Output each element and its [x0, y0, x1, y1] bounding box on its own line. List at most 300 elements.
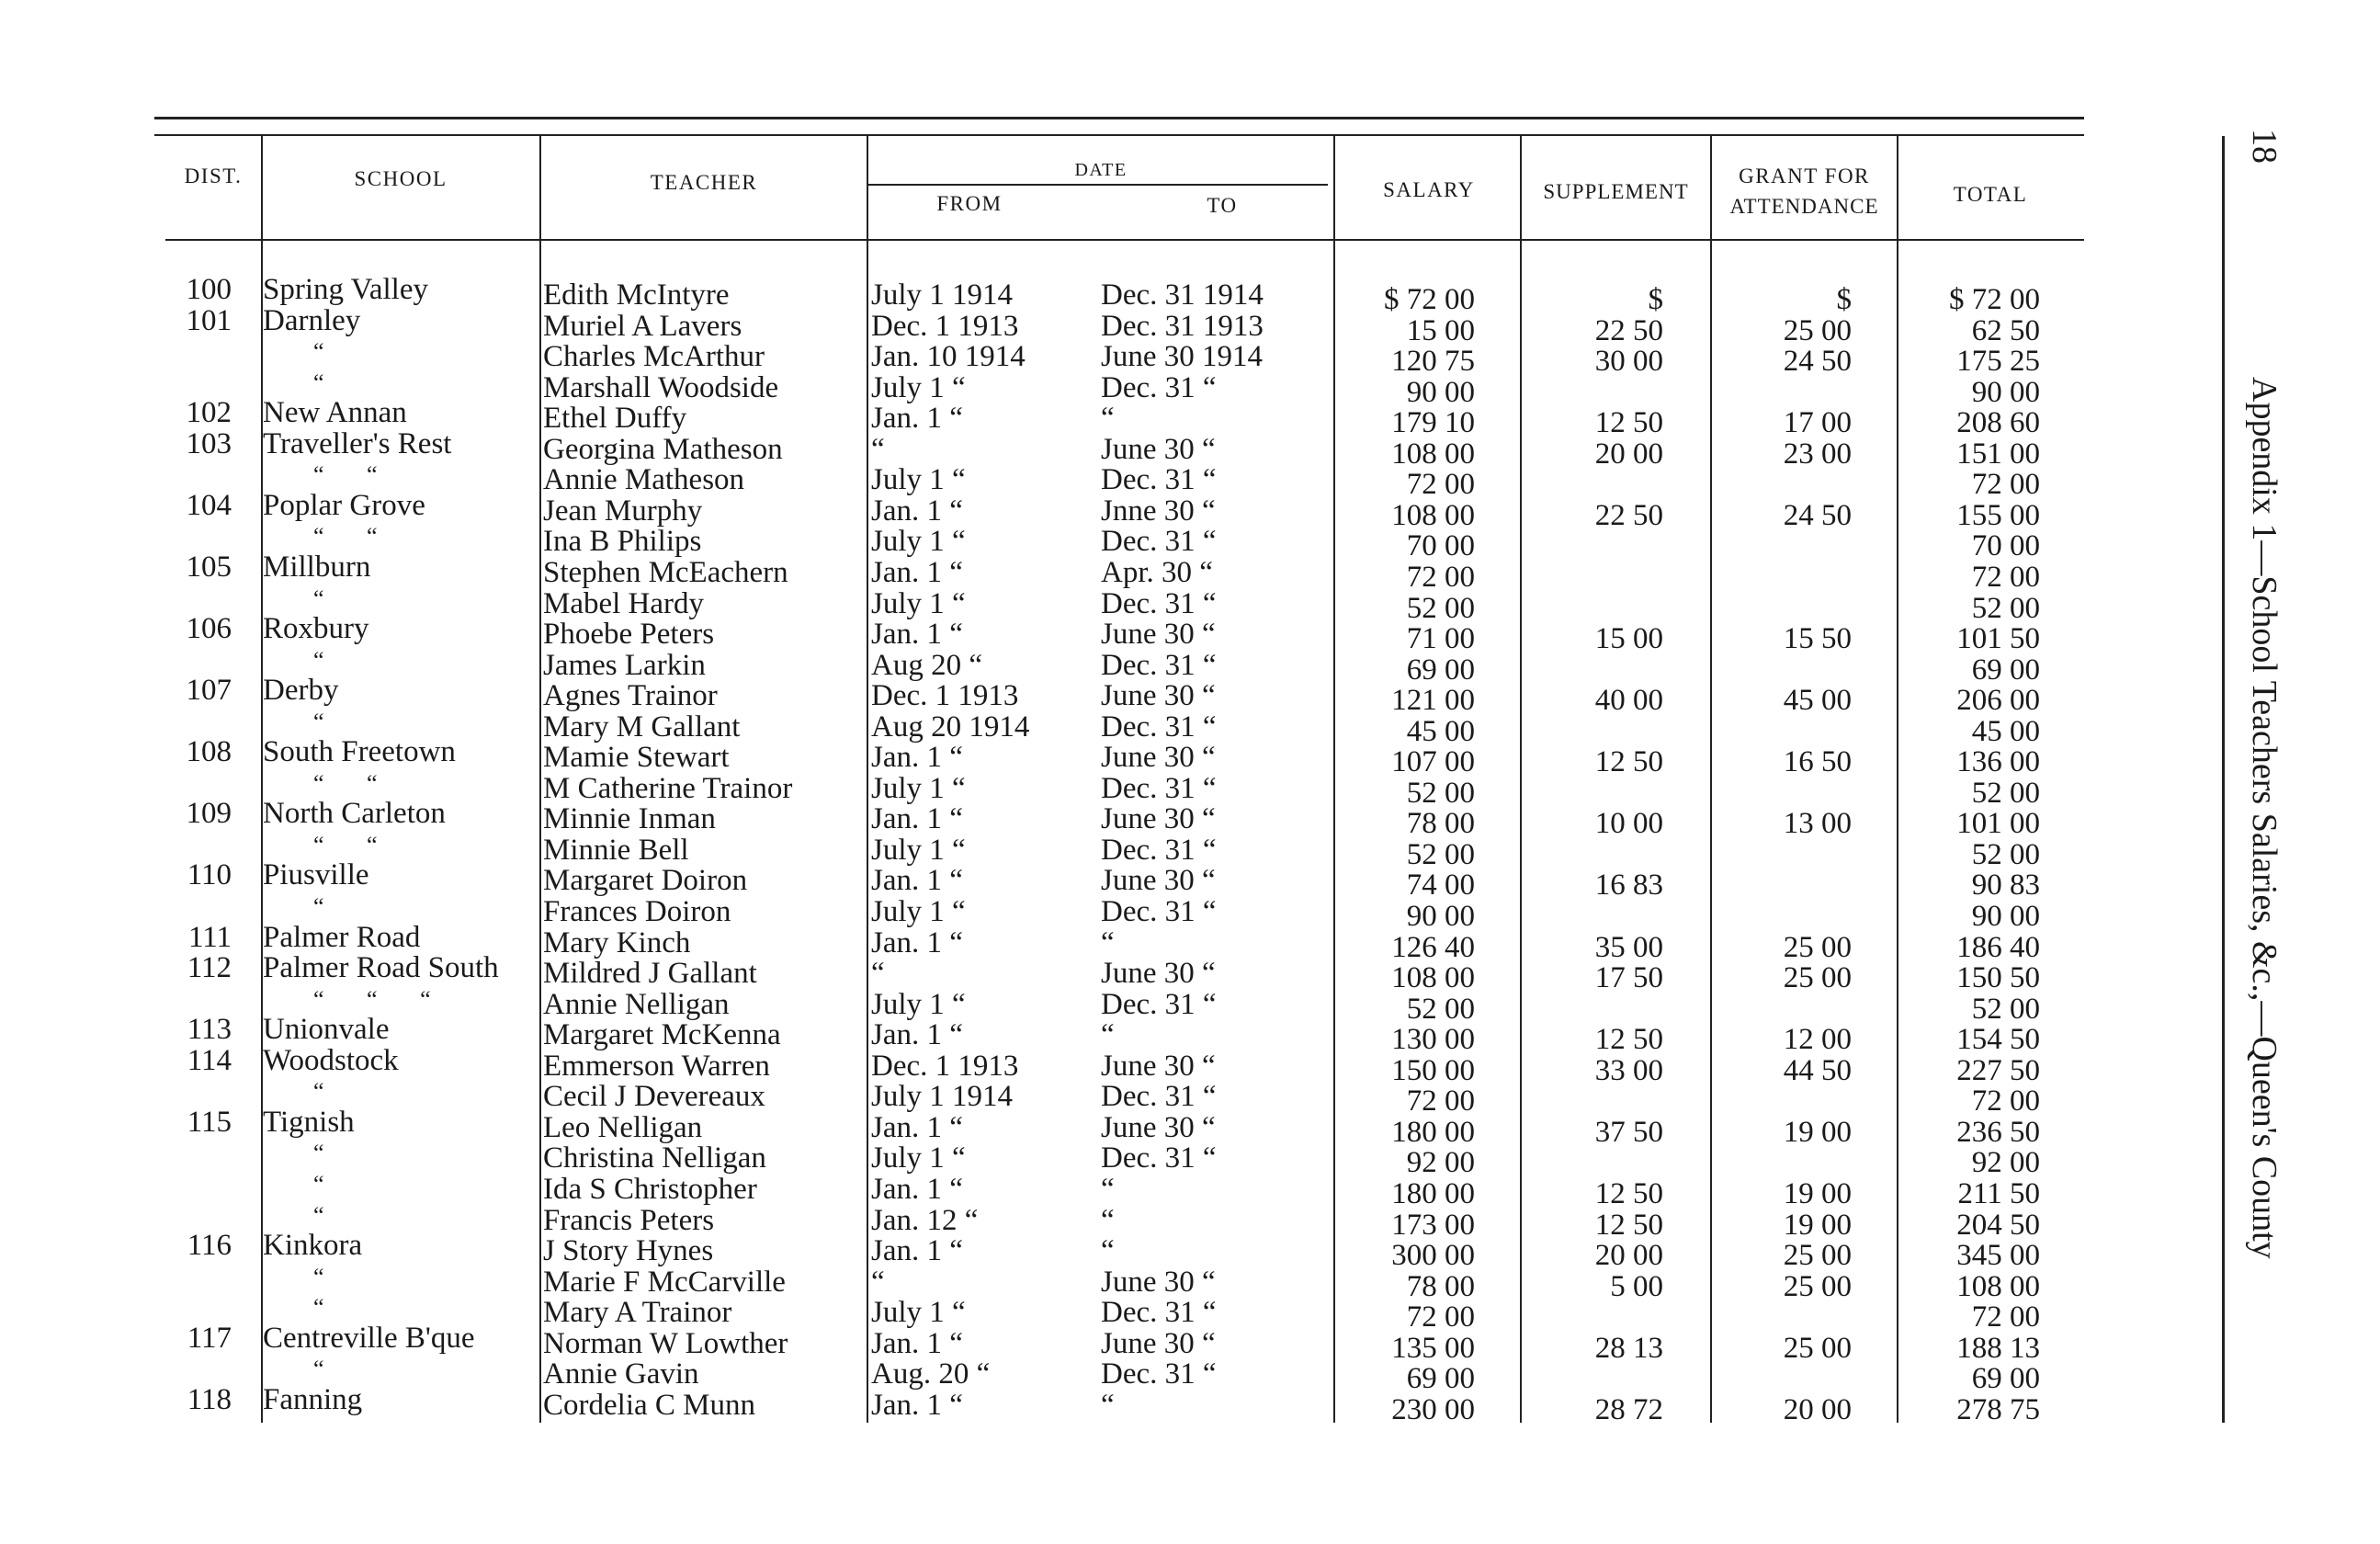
cell-from: Jan. 1 “ — [871, 402, 963, 436]
cell-salary: 179 10 — [1391, 406, 1475, 440]
cell-total: 52 00 — [1971, 992, 2040, 1026]
cell-from: “ — [871, 1265, 885, 1299]
cell-dist: 100 — [186, 273, 232, 306]
cell-to: June 30 “ — [1101, 1265, 1216, 1299]
cell-school: Spring Valley — [263, 273, 428, 306]
cell-from: Aug 20 1914 — [871, 710, 1030, 744]
cell-teacher: Emmerson Warren — [543, 1049, 770, 1083]
cell-from: July 1 “ — [871, 895, 966, 928]
cell-salary: 180 00 — [1391, 1176, 1475, 1210]
cell-dist: 105 — [186, 550, 232, 584]
col-divider-grant — [1897, 136, 1898, 1423]
cell-supplement: 20 00 — [1594, 437, 1663, 471]
cell-school: Roxbury — [263, 612, 369, 646]
cell-dist: 110 — [187, 858, 232, 892]
cell-to: Dec. 31 “ — [1101, 1296, 1217, 1330]
cell-school: “ — [313, 1263, 324, 1290]
cell-to: June 30 “ — [1101, 957, 1216, 991]
cell-school: Millburn — [263, 550, 371, 584]
cell-from: Jan. 1 “ — [871, 555, 963, 589]
cell-dist: 118 — [187, 1382, 232, 1416]
cell-supplement: 20 00 — [1594, 1239, 1663, 1273]
cell-school: New Annan — [263, 396, 407, 430]
cell-salary: 108 00 — [1391, 961, 1475, 995]
cell-from: July 1 “ — [871, 525, 966, 559]
cell-dist: 103 — [186, 426, 232, 460]
cell-teacher: Minnie Bell — [543, 833, 689, 867]
cell-supplement: 10 00 — [1594, 807, 1663, 841]
cell-to: June 30 “ — [1101, 802, 1216, 836]
cell-school: “ — [313, 338, 324, 366]
cell-from: Dec. 1 1913 — [871, 679, 1019, 713]
cell-teacher: Francis Peters — [543, 1203, 715, 1237]
cell-teacher: Ida S Christopher — [543, 1172, 757, 1206]
cell-grant: 15 50 — [1783, 622, 1852, 656]
cell-grant: 25 00 — [1783, 930, 1852, 964]
cell-salary: 90 00 — [1406, 375, 1475, 409]
cell-salary: 72 00 — [1406, 1084, 1475, 1118]
cell-total: 155 00 — [1956, 498, 2040, 532]
cell-school: South Freetown — [263, 735, 456, 769]
cell-to: Dec. 31 1913 — [1101, 309, 1264, 343]
cell-teacher: Mildred J Gallant — [543, 957, 757, 991]
cell-from: July 1 “ — [871, 833, 966, 867]
cell-teacher: Agnes Trainor — [543, 679, 718, 713]
cell-to: June 30 “ — [1101, 679, 1216, 713]
cell-teacher: Mary A Trainor — [543, 1296, 732, 1330]
cell-grant: 25 00 — [1783, 1331, 1852, 1365]
cell-from: “ — [871, 432, 885, 466]
cell-total: 154 50 — [1956, 1023, 2040, 1057]
cell-school: Fanning — [263, 1382, 363, 1416]
cell-grant: 44 50 — [1783, 1053, 1852, 1087]
cell-school: “ — [313, 1356, 324, 1383]
cell-salary: 71 00 — [1406, 622, 1475, 656]
cell-teacher: Mary M Gallant — [543, 710, 741, 744]
cell-salary: $ 72 00 — [1384, 283, 1475, 316]
cell-school: “ — [313, 1294, 324, 1322]
cell-teacher: Annie Nelligan — [543, 987, 730, 1021]
cell-to: June 30 “ — [1101, 1326, 1216, 1360]
cell-grant: 23 00 — [1783, 437, 1852, 471]
cell-total: 72 00 — [1971, 560, 2040, 594]
cell-to: Dec. 31 “ — [1101, 771, 1217, 805]
cell-from: Jan. 12 “ — [871, 1203, 979, 1237]
cell-supplement: 12 50 — [1594, 1023, 1663, 1057]
cell-to: Dec. 31 “ — [1101, 525, 1217, 559]
cell-from: July 1 “ — [871, 370, 966, 404]
cell-school: Piusville — [263, 858, 369, 892]
top-rule-2 — [154, 134, 2084, 136]
cell-total: 90 83 — [1971, 868, 2040, 903]
cell-total: 108 00 — [1956, 1269, 2040, 1303]
cell-total: 45 00 — [1971, 714, 2040, 748]
cell-dist: 117 — [187, 1321, 232, 1355]
cell-salary: 74 00 — [1406, 868, 1475, 903]
cell-salary: 108 00 — [1391, 437, 1475, 471]
cell-grant: 19 00 — [1783, 1115, 1852, 1149]
cell-dist: 101 — [186, 303, 232, 337]
cell-total: 69 00 — [1971, 1362, 2040, 1396]
cell-to: Dec. 31 “ — [1101, 1357, 1217, 1391]
cell-salary: 72 00 — [1406, 1300, 1475, 1334]
cell-supplement: 22 50 — [1594, 313, 1663, 347]
cell-teacher: M Catherine Trainor — [543, 771, 793, 805]
header-total: TOTAL — [1953, 183, 2028, 206]
cell-salary: 126 40 — [1391, 930, 1475, 964]
cell-school: “ “ — [313, 831, 378, 858]
cell-salary: 72 00 — [1406, 560, 1475, 594]
cell-teacher: Ina B Philips — [543, 525, 702, 559]
cell-school: “ — [313, 893, 324, 920]
cell-teacher: Leo Nelligan — [543, 1110, 703, 1144]
cell-grant: 16 50 — [1783, 745, 1852, 779]
cell-total: 101 00 — [1956, 807, 2040, 841]
cell-total: 52 00 — [1971, 776, 2040, 810]
cell-supplement: 12 50 — [1594, 1176, 1663, 1210]
header-teacher: TEACHER — [650, 171, 758, 194]
cell-from: July 1 “ — [871, 771, 966, 805]
cell-teacher: Charles McArthur — [543, 340, 765, 374]
cell-dist: 112 — [187, 951, 232, 985]
cell-grant: 24 50 — [1783, 345, 1852, 379]
cell-supplement: 28 72 — [1594, 1392, 1663, 1426]
cell-teacher: Cecil J Devereaux — [543, 1080, 765, 1114]
col-divider-school — [539, 136, 541, 1423]
cell-to: Dec. 31 “ — [1101, 370, 1217, 404]
cell-grant: 25 00 — [1783, 961, 1852, 995]
cell-from: Dec. 1 1913 — [871, 309, 1019, 343]
cell-from: Jan. 1 “ — [871, 802, 963, 836]
cell-to: Apr. 30 “ — [1101, 555, 1213, 589]
cell-teacher: Margaret Doiron — [543, 864, 748, 898]
cell-from: Dec. 1 1913 — [871, 1049, 1019, 1083]
cell-salary: 15 00 — [1406, 313, 1475, 347]
cell-teacher: James Larkin — [543, 648, 706, 682]
cell-total: 90 00 — [1971, 375, 2040, 409]
cell-total: $ 72 00 — [1949, 283, 2040, 316]
cell-to: “ — [1101, 1018, 1115, 1052]
cell-supplement: 12 50 — [1594, 406, 1663, 440]
cell-salary: 78 00 — [1406, 807, 1475, 841]
cell-dist: 114 — [187, 1043, 232, 1077]
cell-salary: 92 00 — [1406, 1146, 1475, 1180]
cell-from: July 1 “ — [871, 586, 966, 620]
cell-grant: 19 00 — [1783, 1176, 1852, 1210]
cell-salary: 108 00 — [1391, 498, 1475, 532]
cell-school: Poplar Grove — [263, 488, 425, 522]
cell-salary: 90 00 — [1406, 900, 1475, 933]
cell-teacher: Jean Murphy — [543, 494, 703, 528]
cell-school: “ — [313, 1078, 324, 1106]
cell-from: Jan. 1 “ — [871, 925, 963, 959]
cell-total: 72 00 — [1971, 1084, 2040, 1118]
page-number: 18 — [2245, 129, 2284, 164]
cell-grant: 25 00 — [1783, 313, 1852, 347]
cell-salary: 135 00 — [1391, 1331, 1475, 1365]
cell-to: Dec. 31 “ — [1101, 463, 1217, 497]
cell-school: Derby — [263, 674, 339, 708]
cell-total: 211 50 — [1957, 1176, 2040, 1210]
cell-supplement: 40 00 — [1594, 684, 1663, 718]
cell-to: Dec. 31 1914 — [1101, 278, 1264, 312]
cell-to: Dec. 31 “ — [1101, 895, 1217, 928]
cell-total: 72 00 — [1971, 1300, 2040, 1334]
cell-to: June 30 “ — [1101, 618, 1216, 652]
cell-total: 175 25 — [1956, 345, 2040, 379]
cell-dist: 106 — [186, 612, 232, 646]
cell-supplement: 5 00 — [1610, 1269, 1663, 1303]
cell-salary: 300 00 — [1391, 1239, 1475, 1273]
cell-total: 345 00 — [1956, 1239, 2040, 1273]
col-divider-teacher — [867, 136, 868, 1423]
cell-salary: 121 00 — [1391, 684, 1475, 718]
cell-total: 92 00 — [1971, 1146, 2040, 1180]
cell-dist: 113 — [187, 1013, 232, 1047]
col-divider-supplement — [1710, 136, 1712, 1423]
cell-school: North Carleton — [263, 797, 446, 831]
cell-school: “ “ — [313, 769, 378, 797]
cell-from: Jan. 1 “ — [871, 1172, 963, 1206]
cell-from: Jan. 1 “ — [871, 1326, 963, 1360]
cell-total: 204 50 — [1956, 1208, 2040, 1242]
cell-school: Kinkora — [263, 1229, 363, 1263]
cell-from: July 1 “ — [871, 987, 966, 1021]
cell-to: “ — [1101, 925, 1115, 959]
cell-total: 208 60 — [1956, 406, 2040, 440]
cell-total: 151 00 — [1956, 437, 2040, 471]
cell-from: July 1 1914 — [871, 278, 1014, 312]
cell-supplement: 16 83 — [1594, 868, 1663, 903]
cell-teacher: Cordelia C Munn — [543, 1388, 755, 1422]
cell-teacher: Norman W Lowther — [543, 1326, 788, 1360]
cell-school: Tignish — [263, 1105, 355, 1139]
header-date: DATE — [1074, 160, 1128, 180]
cell-supplement: $ — [1648, 283, 1663, 316]
cell-salary: 45 00 — [1406, 714, 1475, 748]
cell-supplement: 15 00 — [1594, 622, 1663, 656]
cell-teacher: Phoebe Peters — [543, 618, 715, 652]
cell-grant: 25 00 — [1783, 1269, 1852, 1303]
cell-to: June 30 “ — [1101, 1049, 1216, 1083]
cell-supplement: 12 50 — [1594, 1208, 1663, 1242]
cell-from: Aug. 20 “ — [871, 1357, 991, 1391]
cell-supplement: 35 00 — [1594, 930, 1663, 964]
cell-from: Jan. 1 “ — [871, 1234, 963, 1268]
cell-total: 150 50 — [1956, 961, 2040, 995]
cell-dist: 115 — [187, 1105, 232, 1139]
cell-from: July 1 1914 — [871, 1080, 1014, 1114]
cell-school: “ “ — [313, 523, 378, 551]
cell-salary: 52 00 — [1406, 992, 1475, 1026]
cell-to: Dec. 31 “ — [1101, 1080, 1217, 1114]
cell-to: “ — [1101, 1172, 1115, 1206]
cell-teacher: Muriel A Lavers — [543, 309, 742, 343]
cell-from: Jan. 1 “ — [871, 741, 963, 775]
cell-dist: 102 — [186, 396, 232, 430]
cell-to: Dec. 31 “ — [1101, 987, 1217, 1021]
cell-from: Jan. 10 1914 — [871, 340, 1026, 374]
cell-salary: 120 75 — [1391, 345, 1475, 379]
cell-from: Jan. 1 “ — [871, 1388, 963, 1422]
header-salary: SALARY — [1383, 178, 1475, 201]
cell-dist: 116 — [187, 1229, 232, 1263]
cell-dist: 109 — [186, 797, 232, 831]
cell-supplement: 17 50 — [1594, 961, 1663, 995]
top-rule-1 — [154, 117, 2084, 119]
cell-total: 236 50 — [1956, 1115, 2040, 1149]
cell-school: Palmer Road South — [263, 951, 499, 985]
cell-from: July 1 “ — [871, 1141, 966, 1175]
cell-school: Palmer Road — [263, 920, 421, 954]
cell-school: “ — [313, 369, 324, 396]
cell-salary: 69 00 — [1406, 1362, 1475, 1396]
cell-total: 70 00 — [1971, 529, 2040, 563]
cell-school: Unionvale — [263, 1013, 390, 1047]
cell-teacher: Minnie Inman — [543, 802, 716, 836]
cell-supplement: 28 13 — [1594, 1331, 1663, 1365]
header-from: FROM — [936, 192, 1003, 215]
cell-to: Dec. 31 “ — [1101, 586, 1217, 620]
cell-from: Jan. 1 “ — [871, 494, 963, 528]
cell-to: Dec. 31 “ — [1101, 710, 1217, 744]
cell-total: 62 50 — [1971, 313, 2040, 347]
cell-supplement: 33 00 — [1594, 1053, 1663, 1087]
cell-teacher: Edith McIntyre — [543, 278, 730, 312]
cell-to: June 30 “ — [1101, 432, 1216, 466]
cell-total: 136 00 — [1956, 745, 2040, 779]
cell-teacher: Frances Doiron — [543, 895, 731, 928]
cell-salary: 107 00 — [1391, 745, 1475, 779]
cell-supplement: 30 00 — [1594, 345, 1663, 379]
cell-school: “ — [313, 1201, 324, 1229]
cell-to: June 30 “ — [1101, 864, 1216, 898]
cell-teacher: Annie Matheson — [543, 463, 745, 497]
cell-from: Jan. 1 “ — [871, 864, 963, 898]
cell-salary: 130 00 — [1391, 1023, 1475, 1057]
cell-salary: 150 00 — [1391, 1053, 1475, 1087]
cell-teacher: Mabel Hardy — [543, 586, 705, 620]
header-grant-line2: ATTENDANCE — [1729, 195, 1879, 218]
header-grant-line1: GRANT FOR — [1739, 165, 1870, 187]
cell-teacher: Stephen McEachern — [543, 555, 788, 589]
header-dist: DIST. — [184, 165, 243, 187]
cell-teacher: Ethel Duffy — [543, 402, 687, 436]
col-divider-salary — [1520, 136, 1522, 1423]
cell-grant: 12 00 — [1783, 1023, 1852, 1057]
cell-salary: 173 00 — [1391, 1208, 1475, 1242]
cell-teacher: Marie F McCarville — [543, 1265, 786, 1299]
cell-salary: 52 00 — [1406, 776, 1475, 810]
cell-salary: 230 00 — [1391, 1392, 1475, 1426]
cell-grant: 45 00 — [1783, 684, 1852, 718]
cell-to: “ — [1101, 402, 1115, 436]
cell-salary: 70 00 — [1406, 529, 1475, 563]
cell-grant: 19 00 — [1783, 1208, 1852, 1242]
cell-total: 52 00 — [1971, 837, 2040, 871]
cell-to: Jnne 30 “ — [1101, 494, 1216, 528]
cell-total: 188 13 — [1956, 1331, 2040, 1365]
cell-teacher: Georgina Matheson — [543, 432, 783, 466]
cell-school: “ “ — [313, 461, 378, 489]
cell-dist: 104 — [186, 488, 232, 522]
cell-grant: 24 50 — [1783, 498, 1852, 532]
cell-total: 206 00 — [1956, 684, 2040, 718]
cell-to: “ — [1101, 1203, 1115, 1237]
running-title: Appendix 1—School Teachers Salaries, &c.,—Queen's County — [2245, 377, 2284, 1259]
cell-salary: 78 00 — [1406, 1269, 1475, 1303]
cell-salary: 52 00 — [1406, 591, 1475, 625]
cell-dist: 107 — [186, 674, 232, 708]
cell-school: “ — [313, 1170, 324, 1198]
cell-from: Aug 20 “ — [871, 648, 982, 682]
cell-to: Dec. 31 “ — [1101, 648, 1217, 682]
cell-school: “ — [313, 1140, 324, 1167]
cell-total: 90 00 — [1971, 900, 2040, 933]
cell-teacher: J Story Hynes — [543, 1234, 714, 1268]
cell-to: “ — [1101, 1234, 1115, 1268]
cell-school: “ — [313, 708, 324, 735]
cell-grant: $ — [1836, 283, 1852, 316]
cell-total: 69 00 — [1971, 653, 2040, 687]
cell-from: “ — [871, 957, 885, 991]
cell-from: July 1 “ — [871, 1296, 966, 1330]
cell-school: Woodstock — [263, 1043, 399, 1077]
cell-salary: 69 00 — [1406, 653, 1475, 687]
cell-to: June 30 1914 — [1101, 340, 1263, 374]
cell-school: “ — [313, 646, 324, 674]
cell-teacher: Mary Kinch — [543, 925, 691, 959]
cell-salary: 180 00 — [1391, 1115, 1475, 1149]
cell-to: “ — [1101, 1388, 1115, 1422]
header-bottom-rule — [165, 239, 2084, 241]
cell-supplement: 22 50 — [1594, 498, 1663, 532]
cell-grant: 20 00 — [1783, 1392, 1852, 1426]
col-divider-date — [1333, 136, 1335, 1423]
cell-to: Dec. 31 “ — [1101, 833, 1217, 867]
cell-teacher: Annie Gavin — [543, 1357, 699, 1391]
cell-school: Centreville B'que — [263, 1321, 475, 1355]
cell-supplement: 37 50 — [1594, 1115, 1663, 1149]
cell-from: Jan. 1 “ — [871, 1018, 963, 1052]
cell-salary: 72 00 — [1406, 468, 1475, 502]
cell-school: “ “ “ — [313, 985, 431, 1013]
cell-supplement: 12 50 — [1594, 745, 1663, 779]
cell-teacher: Marshall Woodside — [543, 370, 779, 404]
cell-total: 72 00 — [1971, 468, 2040, 502]
cell-grant: 17 00 — [1783, 406, 1852, 440]
page-edge-rule — [2222, 136, 2225, 1423]
cell-teacher: Christina Nelligan — [543, 1141, 766, 1175]
cell-total: 101 50 — [1956, 622, 2040, 656]
header-school: SCHOOL — [354, 167, 448, 190]
cell-total: 227 50 — [1956, 1053, 2040, 1087]
cell-school: Darnley — [263, 303, 361, 337]
cell-to: June 30 “ — [1101, 741, 1216, 775]
cell-from: Jan. 1 “ — [871, 1110, 963, 1144]
header-to: TO — [1207, 194, 1238, 217]
cell-total: 278 75 — [1956, 1392, 2040, 1426]
cell-to: June 30 “ — [1101, 1110, 1216, 1144]
cell-grant: 13 00 — [1783, 807, 1852, 841]
cell-teacher: Mamie Stewart — [543, 741, 730, 775]
cell-teacher: Margaret McKenna — [543, 1018, 781, 1052]
cell-dist: 108 — [186, 735, 232, 769]
cell-total: 52 00 — [1971, 591, 2040, 625]
cell-school: Traveller's Rest — [263, 426, 452, 460]
cell-school: “ — [313, 585, 324, 612]
cell-total: 186 40 — [1956, 930, 2040, 964]
